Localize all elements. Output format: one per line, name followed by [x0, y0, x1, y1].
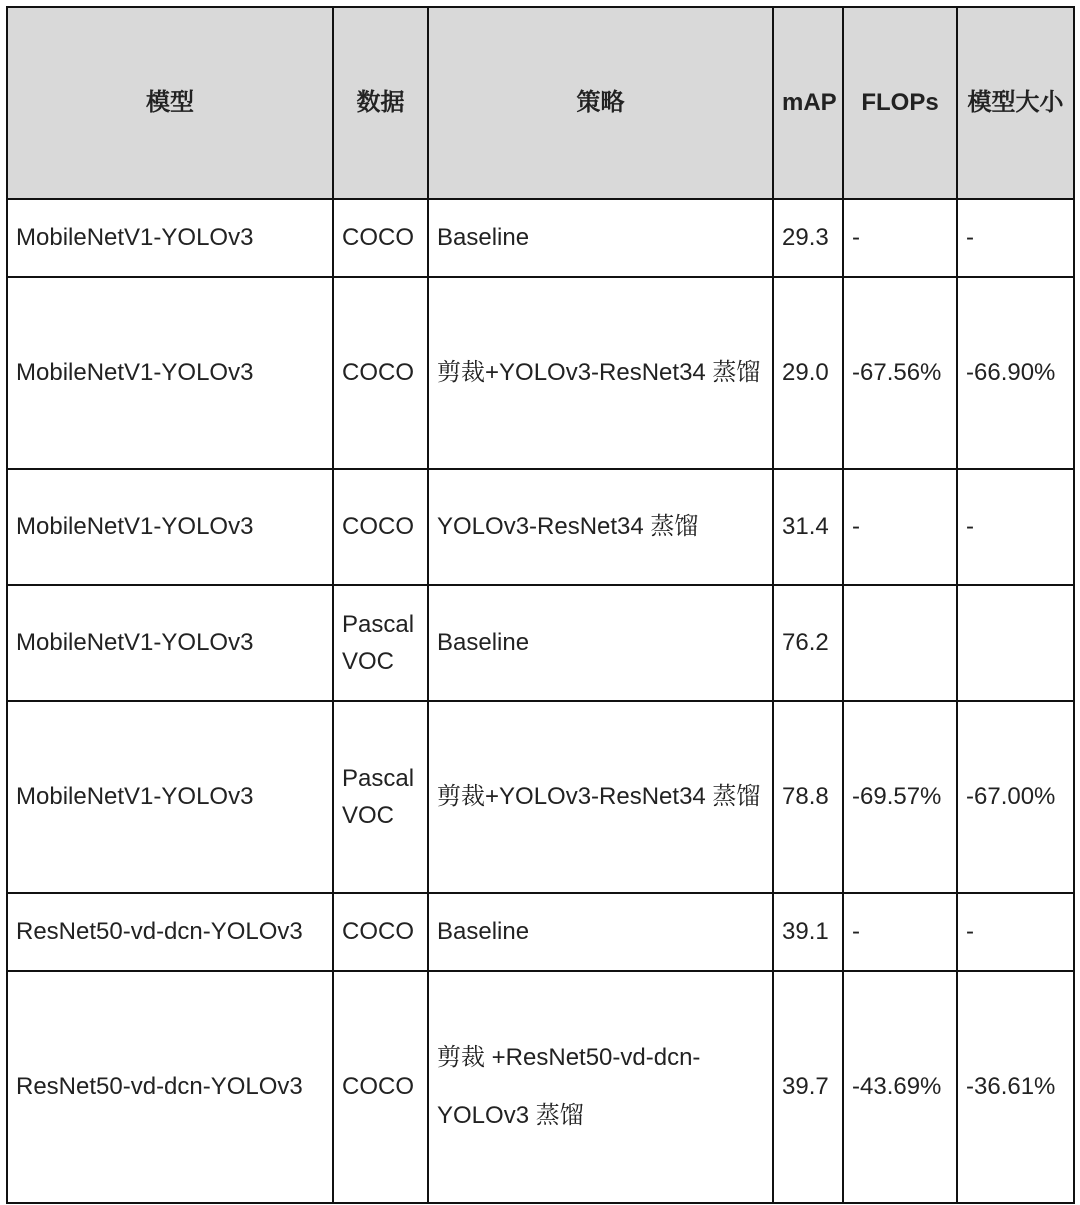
cell-model-size: -66.90% — [957, 277, 1074, 469]
cell-model: MobileNetV1-YOLOv3 — [7, 469, 333, 585]
cell-model: MobileNetV1-YOLOv3 — [7, 585, 333, 701]
cell-model: MobileNetV1-YOLOv3 — [7, 199, 333, 277]
cell-strategy-text: 剪裁+YOLOv3-ResNet34 蒸馏 — [437, 783, 761, 810]
cell-data: COCO — [333, 277, 428, 469]
header-map: mAP — [773, 7, 843, 199]
cell-strategy-text: 剪裁+YOLOv3-ResNet34 蒸馏 — [437, 359, 761, 386]
cell-model-size: -67.00% — [957, 701, 1074, 893]
cell-flops: - — [843, 199, 957, 277]
cell-data: Pascal VOC — [333, 701, 428, 893]
table-row — [7, 701, 1074, 893]
table-row — [7, 585, 1074, 701]
table-row — [7, 277, 1074, 469]
cell-model-size: -36.61% — [957, 971, 1074, 1203]
header-flops: FLOPs — [843, 7, 957, 199]
cell-map: 29.3 — [773, 199, 843, 277]
cell-model-size: - — [957, 469, 1074, 585]
cell-model-size — [957, 585, 1074, 701]
cell-strategy — [428, 971, 773, 1203]
cell-strategy — [428, 277, 773, 469]
cell-strategy: Baseline — [428, 893, 773, 971]
cell-data: COCO — [333, 893, 428, 971]
cell-map: 78.8 — [773, 701, 843, 893]
cell-model: ResNet50-vd-dcn-YOLOv3 — [7, 893, 333, 971]
cell-flops: -43.69% — [843, 971, 957, 1203]
cell-model: MobileNetV1-YOLOv3 — [7, 277, 333, 469]
model-comparison-table — [6, 6, 1075, 1204]
table-header-row — [7, 7, 1074, 199]
cell-data: Pascal VOC — [333, 585, 428, 701]
table-row — [7, 971, 1074, 1203]
table-row — [7, 893, 1074, 971]
table-row — [7, 469, 1074, 585]
cell-map: 29.0 — [773, 277, 843, 469]
cell-map: 39.1 — [773, 893, 843, 971]
cell-model-size: - — [957, 893, 1074, 971]
cell-map: 31.4 — [773, 469, 843, 585]
cell-model: ResNet50-vd-dcn-YOLOv3 — [7, 971, 333, 1203]
header-model: 模型 — [7, 7, 333, 199]
cell-data: COCO — [333, 971, 428, 1203]
cell-map: 39.7 — [773, 971, 843, 1203]
cell-strategy: Baseline — [428, 585, 773, 701]
cell-model: MobileNetV1-YOLOv3 — [7, 701, 333, 893]
header-strategy: 策略 — [428, 7, 773, 199]
header-model-size-label: 模型大小 — [967, 89, 1064, 116]
cell-strategy: YOLOv3-ResNet34 蒸馏 — [428, 469, 773, 585]
cell-flops: -67.56% — [843, 277, 957, 469]
cell-strategy — [428, 701, 773, 893]
cell-model-size: - — [957, 199, 1074, 277]
cell-flops: - — [843, 469, 957, 585]
table-row — [7, 199, 1074, 277]
cell-flops: - — [843, 893, 957, 971]
cell-map: 76.2 — [773, 585, 843, 701]
cell-flops: -69.57% — [843, 701, 957, 893]
header-data: 数据 — [333, 7, 428, 199]
comparison-table-wrapper — [6, 6, 1075, 1204]
cell-strategy: Baseline — [428, 199, 773, 277]
cell-flops — [843, 585, 957, 701]
header-model-size — [957, 7, 1074, 199]
cell-data: COCO — [333, 469, 428, 585]
cell-data: COCO — [333, 199, 428, 277]
cell-strategy-text: 剪裁 +ResNet50-vd-dcn-YOLOv3 蒸馏 — [437, 1044, 701, 1129]
